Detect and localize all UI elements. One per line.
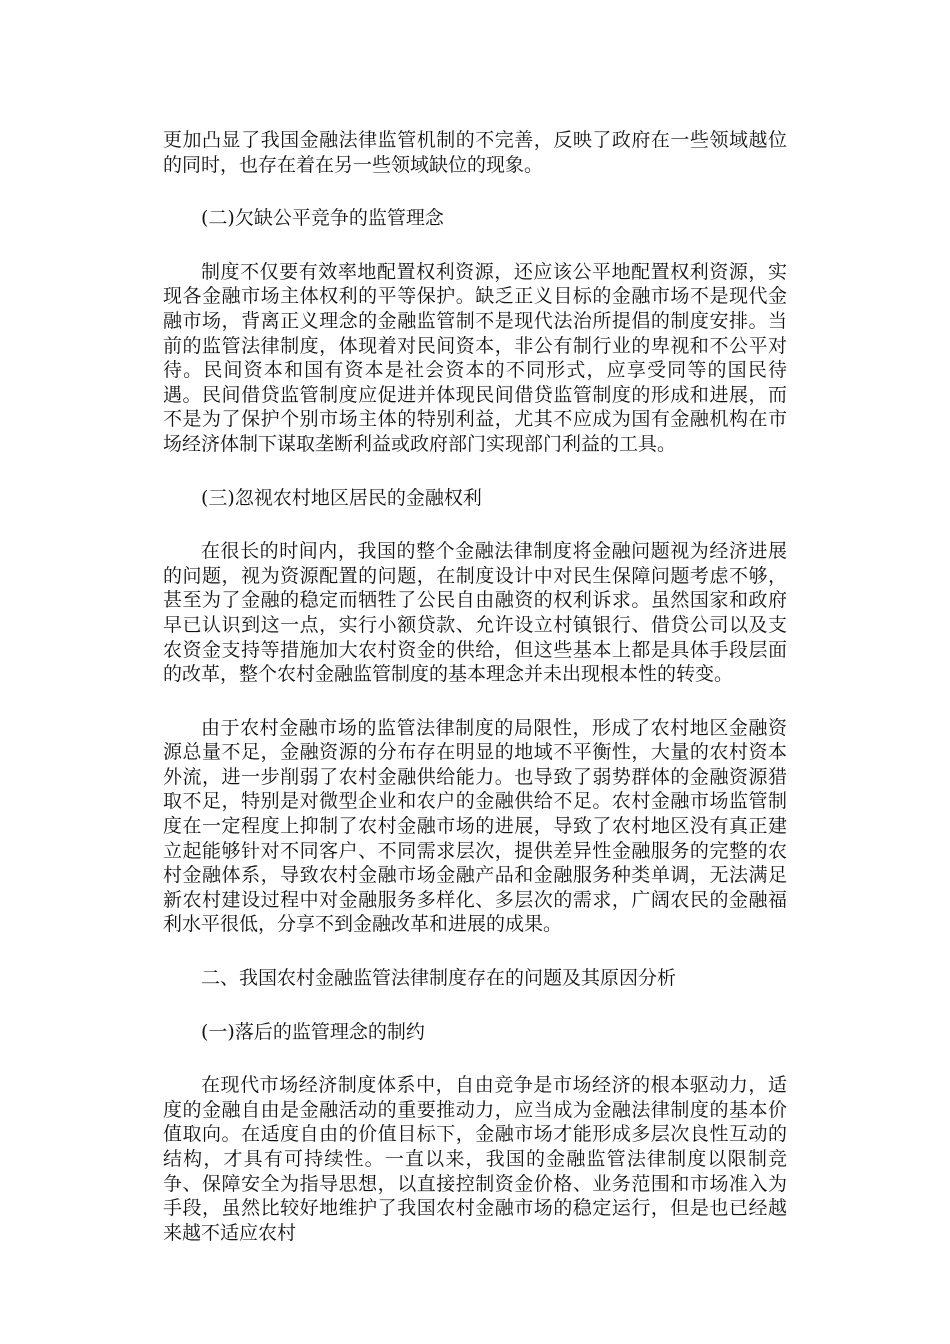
- section-heading: (二)欠缺公平竞争的监管理念: [201, 207, 444, 230]
- chapter-heading: 二、我国农村金融监管法律制度存在的问题及其原因分析: [201, 967, 677, 990]
- paragraph: 在很长的时间内，我国的整个金融法律制度将金融问题视为经济进展的问题，视为资源配置的问题，在制度设计中对民生保障问题考虑不够，甚至为了金融的稳定而牺牲了公民自由融资的权利诉求。虽然国家和政府早已认识到这一点，实行小额贷款、允许设立村镇银行、借贷公司以及支农资金支持等措施加大农村资金的供给，但这些基本上都是具体手段层面的改革，整个农村金融监管制度的基本理念并未出现根本性的转变。: [163, 540, 787, 686]
- paragraph: 由于农村金融市场的监管法律制度的局限性，形成了农村地区金融资源总量不足，金融资源的分布存在明显的地域不平衡性，大量的农村资本外流，进一步削弱了农村金融供给能力。也导致了弱势群体的金融资源猎取不足，特别是对微型企业和农户的金融供给不足。农村金融市场监管制度在一定程度上抑制了农村金融市场的进展，导致了农村地区没有真正建立起能够针对不同客户、不同需求层次，提供差异性金融服务的完整的农村金融体系，导致农村金融市场金融产品和金融服务种类单调，无法满足新农村建设过程中对金融服务多样化、多层次的需求，广阔农民的金融福利水平很低，分享不到金融改革和进展的成果。: [163, 716, 787, 936]
- section-heading: (三)忽视农村地区居民的金融权利: [201, 486, 482, 509]
- paragraph: 更加凸显了我国金融法律监管机制的不完善，反映了政府在一些领域越位的同时，也存在着在另一些领域缺位的现象。: [163, 129, 787, 176]
- document-page: [163, 128, 787, 1274]
- paragraph: 在现代市场经济制度体系中，自由竞争是市场经济的根本驱动力，适度的金融自由是金融活动的重要推动力，应当成为金融法律制度的基本价值取向。在适度自由的价值目标下，金融市场才能形成多层次良性互动的结构，才具有可持续性。一直以来，我国的金融监管法律制度以限制竞争、保障安全为指导思想，以直接控制资金价格、业务范围和市场准入为手段，虽然比较好地维护了我国农村金融市场的稳定运行，但是也已经越来越不适应农村: [163, 1074, 787, 1244]
- section-heading: (一)落后的监管理念的制约: [201, 1020, 425, 1043]
- paragraph: 制度不仅要有效率地配置权利资源，还应该公平地配置权利资源，实现各金融市场主体权利的平等保护。缺乏正义目标的金融市场不是现代金融市场，背离正义理念的金融监管制不是现代法治所提倡的制度安排。当前的监管法律制度，体现着对民间资本，非公有制行业的卑视和不公平对待。民间资本和国有资本是社会资本的不同形式，应享受同等的国民待遇。民间借贷监管制度应促进并体现民间借贷监管制度的形成和进展，而不是为了保护个别市场主体的特别利益，尤其不应成为国有金融机构在市场经济体制下谋取垄断利益或政府部门实现部门利益的工具。: [163, 260, 787, 455]
